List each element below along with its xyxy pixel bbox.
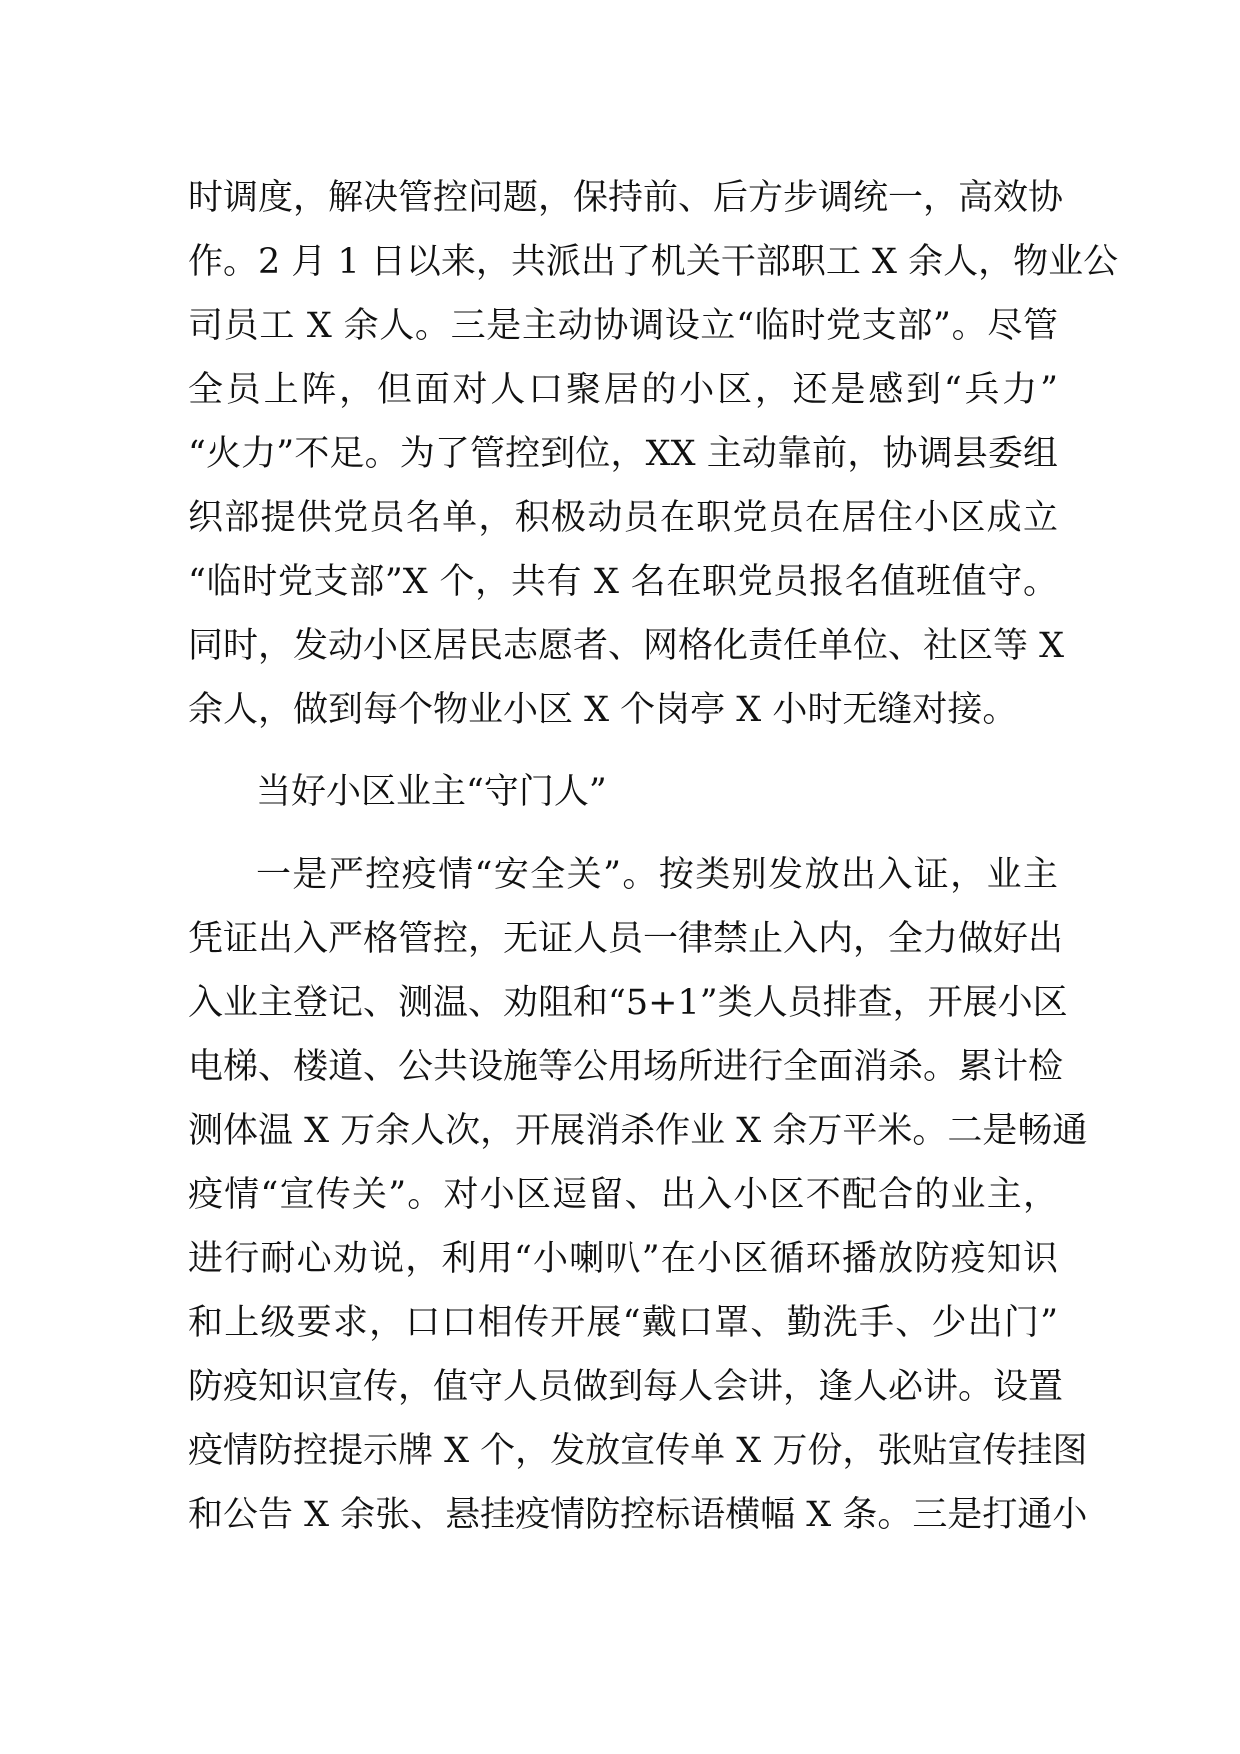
section-heading: 当好小区业主“守门人” xyxy=(256,772,607,812)
text-line-17: 进行耐心劝说，利用“小喇叭”在小区循环播放防疫知识 xyxy=(188,1239,1058,1279)
text-line-11: 一是严控疫情“安全关”。按类别发放出入证，业主 xyxy=(256,855,1058,895)
text-line-3: 司员工 X 余人。三是主动协调设立“临时党支部”。尽管 xyxy=(188,306,1058,346)
text-line-1: 时调度，解决管控问题，保持前、后方步调统一，高效协 xyxy=(188,178,1064,218)
text-line-6: 织部提供党员名单，积极动员在职党员在居住小区成立 xyxy=(188,498,1058,538)
text-line-21: 和公告 X 余张、悬挂疫情防控标语横幅 X 条。三是打通小 xyxy=(188,1495,1088,1535)
text-line-16: 疫情“宣传关”。对小区逗留、出入小区不配合的业主， xyxy=(188,1175,1058,1215)
text-line-2: 作。2 月 1 日以来，共派出了机关干部职工 X 余人，物业公 xyxy=(188,242,1119,282)
text-line-20: 疫情防控提示牌 X 个，发放宣传单 X 万份，张贴宣传挂图 xyxy=(188,1431,1088,1471)
text-line-19: 防疫知识宣传，值守人员做到每人会讲，逢人必讲。设置 xyxy=(188,1367,1064,1407)
text-line-12: 凭证出入严格管控，无证人员一律禁止入内，全力做好出 xyxy=(188,919,1064,959)
text-line-5: “火力”不足。为了管控到位，XX 主动靠前，协调县委组 xyxy=(188,434,1058,474)
text-line-14: 电梯、楼道、公共设施等公用场所进行全面消杀。累计检 xyxy=(188,1047,1064,1087)
text-line-18: 和上级要求，口口相传开展“戴口罩、勤洗手、少出门” xyxy=(188,1303,1058,1343)
text-line-7: “临时党支部”X 个，共有 X 名在职党员报名值班值守。 xyxy=(188,562,1058,602)
text-line-13: 入业主登记、测温、劝阻和“5+1”类人员排查，开展小区 xyxy=(188,983,1068,1023)
text-line-15: 测体温 X 万余人次，开展消杀作业 X 余万平米。二是畅通 xyxy=(188,1111,1088,1151)
text-line-4: 全员上阵，但面对人口聚居的小区，还是感到“兵力” xyxy=(188,370,1058,410)
text-line-9: 余人，做到每个物业小区 X 个岗亭 X 小时无缝对接。 xyxy=(188,690,1018,730)
text-line-8: 同时，发动小区居民志愿者、网格化责任单位、社区等 X xyxy=(188,626,1065,666)
